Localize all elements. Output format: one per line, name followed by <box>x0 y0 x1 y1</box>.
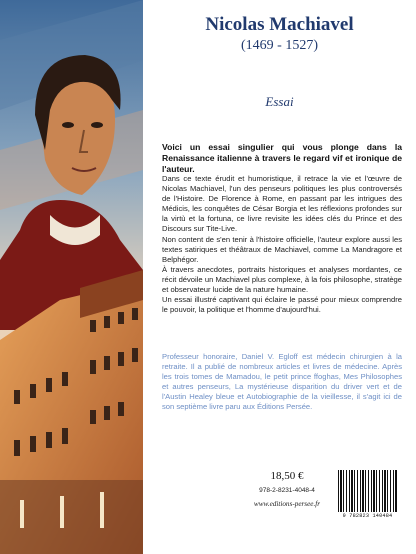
synopsis-paragraph: Un essai illustré captivant qui éclaire le passé pour mieux comprendre le pouvoir, la politique et l'homme d'aujourd'hui. <box>162 295 402 315</box>
book-years: (1469 - 1527) <box>241 38 318 53</box>
machiavelli-portrait-illustration <box>0 0 143 554</box>
synopsis-paragraph: Non content de s'en tenir à l'histoire officielle, l'auteur explore aussi les textes satiriques et théâtraux de Machiavel, comme La Mandragore et Belphégor. <box>162 234 402 264</box>
barcode <box>335 468 400 522</box>
price: 18,50 € <box>270 470 304 482</box>
book-title: Nicolas Machiavel <box>205 14 354 35</box>
synopsis-paragraph: Dans ce texte érudit et humoristique, il retrace la vie et l'œuvre de Nicolas Machiavel, l'un des penseurs politiques les plus controversés de l'Histoire. De Florence à Rome, en passant par les intrigues des Médicis, les conquêtes de César Borgia et les réflexions profondes sur la virtù et la fortuna, ce livre revisite les idées clés du Prince et des Discours sur Tite-Live. <box>162 174 402 234</box>
publisher-website: www.editions-persee.fr <box>253 500 321 508</box>
book-genre: Essai <box>265 94 294 109</box>
barcode-number: 9 782823 140484 <box>342 513 393 519</box>
cover-illustration <box>0 0 143 554</box>
intro-paragraph: Voici un essai singulier qui vous plonge dans la Renaissance italienne à travers le regard vif et ironique de l'auteur. <box>162 142 402 174</box>
synopsis <box>162 174 402 315</box>
barcode-bars <box>338 470 397 512</box>
synopsis-paragraph: À travers anecdotes, portraits historiques et analyses mordantes, ce récit dévoile un Machiavel plus complexe, à la fois philosophe, stratège et observateur lucide de la nature humaine. <box>162 264 402 295</box>
isbn: 978-2-8231-4048-4 <box>259 487 315 494</box>
author-bio: Professeur honoraire, Daniel V. Egloff est médecin chirurgien à la retraite. Il a publié de nombreux articles et livres de médecine. Après les trois tomes de Mamadou, le petit prince ffoghas, Mes Philosophes et autres penseurs, La mystérieuse disparition du driver vert et de l'Austin Healey bleue et Autobiographie de la vieillesse, il s'agit ici de son septième livre paru aux Éditions Persée. <box>162 352 402 412</box>
